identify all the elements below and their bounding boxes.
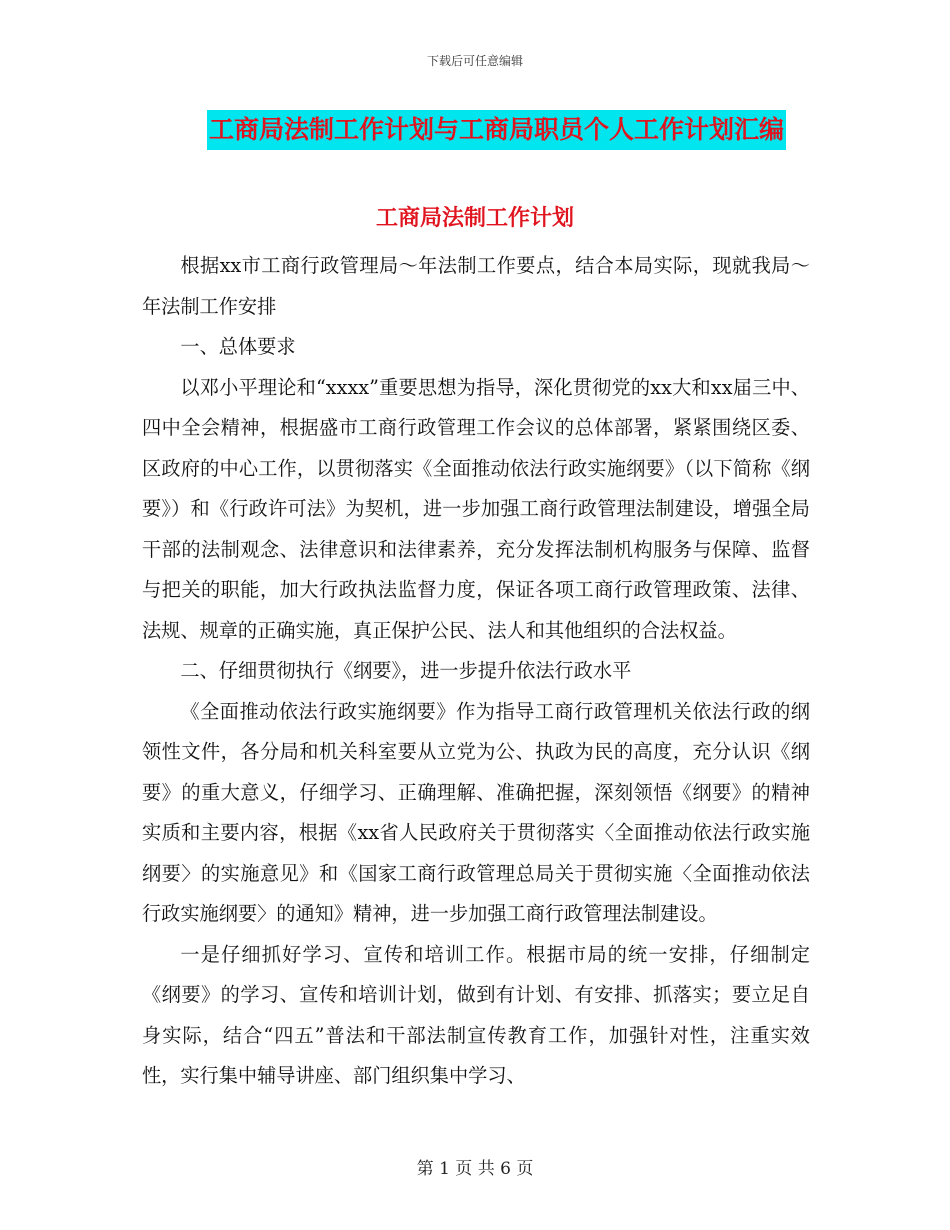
footer-middle: 页 共 <box>455 1159 495 1179</box>
main-title-container <box>0 110 950 150</box>
paragraph-heading: 二、仔细贯彻执行《纲要》，进一步提升依法行政水平 <box>180 659 632 682</box>
page-footer <box>0 1154 950 1179</box>
paragraph-heading: 一、总体要求 <box>180 335 296 358</box>
document-body <box>142 246 810 1097</box>
footer-total-pages: 6 <box>500 1159 511 1179</box>
section-title: 工商局法制工作计划 <box>375 205 574 231</box>
paragraph: 一是仔细抓好学习、宣传和培训工作。根据市局的统一安排，仔细制定《纲要》的学习、宣传和培训计划，做到有计划、有安排、抓落实；要立足自身实际，结合“四五”普法和干部法制宣传教育工作，加强针对性，注重实效性，实行集中辅导讲座、部门组织集中学习、 <box>142 942 810 1087</box>
paragraph: 《全面推动依法行政实施纲要》作为指导工商行政管理机关依法行政的纲领性文件，各分局和机关科室要从立党为公、执政为民的高度，充分认识《纲要》的重大意义，仔细学习、正确理解、准确把握，深刻领悟《纲要》的精神实质和主要内容，根据《xx省人民政府关于贯彻落实〈全面推动依法行政实施纲要〉的实施意见》和《国家工商行政管理总局关于贯彻实施〈全面推动依法行政实施纲要〉的通知》精神，进一步加强工商行政管理法制建设。 <box>142 699 810 925</box>
footer-page-number: 1 <box>439 1159 450 1179</box>
footer-prefix: 第 <box>416 1159 434 1179</box>
page-header-note: 下载后可任意编辑 <box>426 54 523 68</box>
footer-suffix: 页 <box>516 1159 534 1179</box>
paragraph: 以邓小平理论和“xxxx”重要思想为指导，深化贯彻党的xx大和xx届三中、四中全会精神，根据盛市工商行政管理工作会议的总体部署，紧紧围绕区委、区政府的中心工作，以贯彻落实《全面推动依法行政实施纲要》（以下简称《纲要》）和《行政许可法》为契机，进一步加强工商行政管理法制建设，增强全局干部的法制观念、法律意识和法律素养，充分发挥法制机构服务与保障、监督与把关的职能，加大行政执法监督力度，保证各项工商行政管理政策、法律、法规、规章的正确实施，真正保护公民、法人和其他组织的合法权益。 <box>142 375 810 642</box>
paragraph: 根据xx市工商行政管理局～年法制工作要点，结合本局实际，现就我局～年法制工作安排 <box>142 254 810 318</box>
main-title: 工商局法制工作计划与工商局职员个人工作计划汇编 <box>207 110 786 150</box>
